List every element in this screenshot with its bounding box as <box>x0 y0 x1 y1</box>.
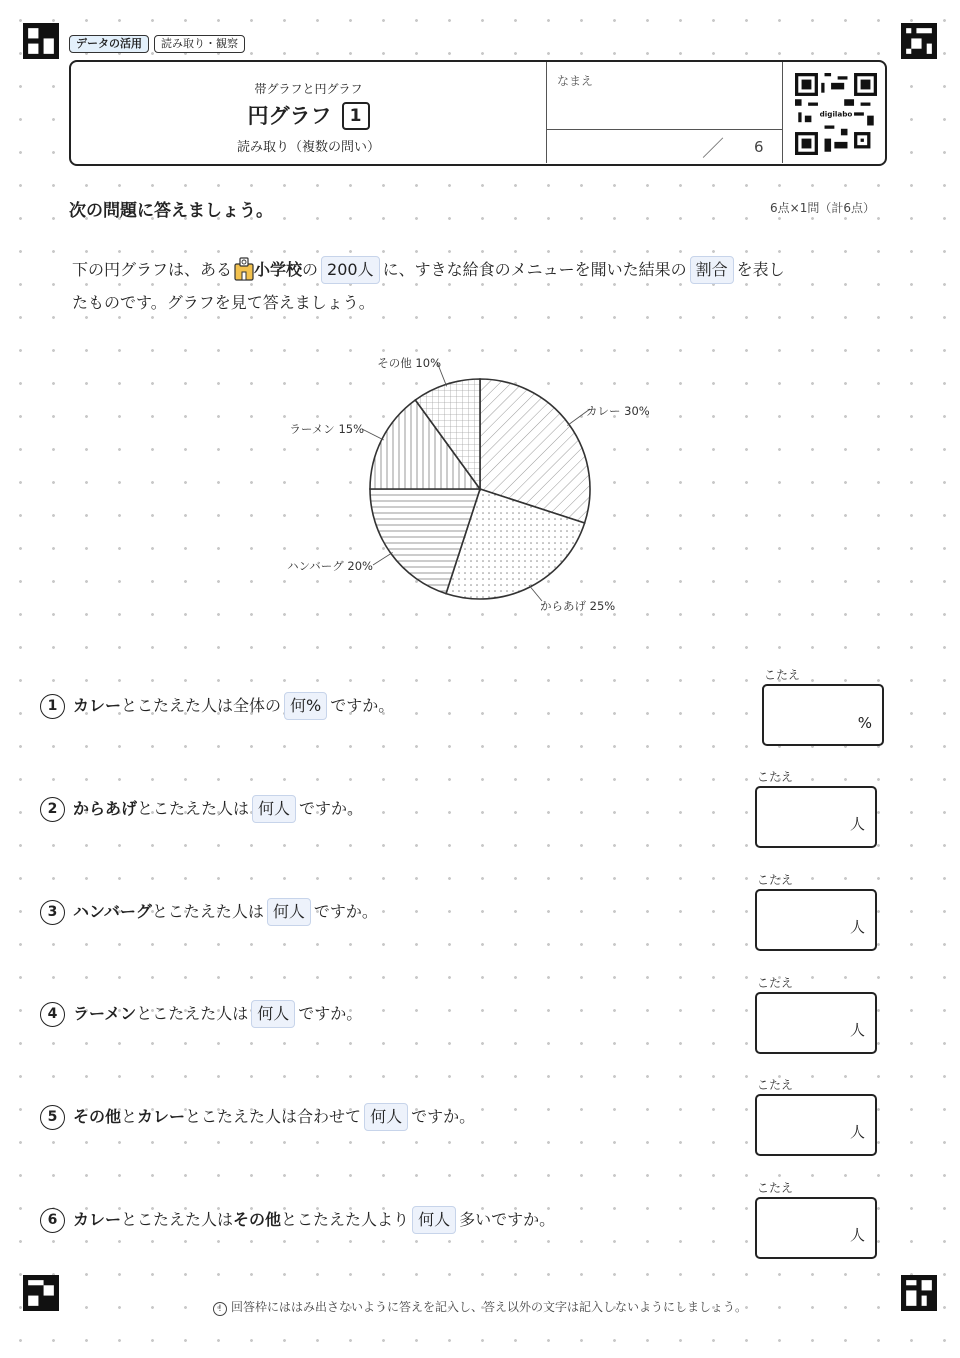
answer-label: こたえ <box>757 976 794 990</box>
intro-part-1: 下の円グラフは、ある <box>72 260 233 279</box>
question-tail: ですか。 <box>313 902 378 921</box>
page-title-text: 円グラフ <box>247 104 332 128</box>
pie-chart <box>0 0 960 660</box>
question-3 <box>40 898 378 926</box>
answer-unit: 人 <box>849 1226 865 1244</box>
question-text: とこたえた人は <box>137 799 250 818</box>
score-total: 6 <box>754 138 764 156</box>
answer-box-1[interactable] <box>762 684 884 746</box>
question-ask: 何% <box>284 692 327 720</box>
sheet-kind: 読み取り（複数の問い） <box>236 140 380 155</box>
question-tail: ですか。 <box>299 799 364 818</box>
question-ask: 何人 <box>412 1206 456 1234</box>
question-text: とこたえた人より <box>281 1210 410 1229</box>
intro-part-3: に、すきな給食のメニューを聞いた結果の <box>382 260 687 279</box>
question-text: とこたえた人は <box>121 1210 234 1229</box>
question-tail: ですか。 <box>330 696 395 715</box>
question-keyword: からあげ <box>73 799 138 818</box>
tag-category: データの活用 <box>69 35 149 53</box>
question-ask: 何人 <box>267 898 311 926</box>
answer-label: こたえ <box>764 668 801 682</box>
pie-label: ラーメン 15% <box>289 422 364 436</box>
answer-unit: 人 <box>849 815 865 833</box>
tag-skill: 読み取り・観察 <box>154 35 245 53</box>
info-icon: ! <box>213 1302 227 1316</box>
answer-unit: 人 <box>849 918 865 936</box>
points-info: 6点×1問（計6点） <box>770 201 875 215</box>
pie-label: ハンバーグ 20% <box>287 559 373 573</box>
question-keyword: カレー <box>73 696 122 715</box>
answer-box-5[interactable] <box>755 1094 877 1156</box>
question-number: 5 <box>40 1105 65 1130</box>
question-tail: 多いですか。 <box>459 1210 556 1229</box>
question-ask: 何人 <box>364 1103 408 1131</box>
pie-label: からあげ 25% <box>540 599 616 613</box>
instruction: 次の問題に答えましょう。 <box>69 201 273 221</box>
answer-box-2[interactable] <box>755 786 877 848</box>
pie-slices <box>370 379 590 599</box>
keyword-ratio: 割合 <box>690 256 734 284</box>
pie-leader-line <box>362 429 384 440</box>
footer-text: 回答枠にははみ出さないように答えを記入し、答え以外の文字は記入しないようにしましょう。 <box>230 1300 747 1314</box>
school-word: 小学校 <box>254 260 303 279</box>
sheet-number: 1 <box>342 102 370 130</box>
intro-part-2: の <box>302 260 319 279</box>
pie-label: その他 10% <box>377 356 441 370</box>
answer-unit: 人 <box>849 1123 865 1141</box>
question-text: とこたえた人は <box>151 902 264 921</box>
question-keyword: その他 <box>73 1107 122 1126</box>
question-ask: 何人 <box>252 795 296 823</box>
answer-label: こたえ <box>757 1078 794 1092</box>
question-keyword: ハンバーグ <box>73 902 152 921</box>
question-tail: ですか。 <box>411 1107 476 1126</box>
question-number: 4 <box>40 1002 65 1027</box>
question-text: とこたえた人は全体の <box>121 696 282 715</box>
answer-unit: 人 <box>849 1021 865 1039</box>
footer-note <box>0 1298 960 1316</box>
answer-box-6[interactable] <box>755 1197 877 1259</box>
answer-label: こたえ <box>757 873 794 887</box>
qr-brand-text: digilabo <box>819 109 853 119</box>
question-6 <box>40 1206 555 1234</box>
question-number: 3 <box>40 900 65 925</box>
answer-box-3[interactable] <box>755 889 877 951</box>
intro-part-4: を表し <box>736 260 785 279</box>
question-tail: ですか。 <box>298 1004 363 1023</box>
answer-label: こたえ <box>757 1181 794 1195</box>
question-keyword: カレー <box>137 1107 186 1126</box>
keyword-total-count: 200人 <box>321 256 380 284</box>
intro-part-5: たものです。グラフを見て答えましょう。 <box>72 293 375 312</box>
answer-label: こたえ <box>757 770 794 784</box>
question-text: と <box>121 1107 138 1126</box>
question-ask: 何人 <box>251 1000 295 1028</box>
question-text: とこたえた人は合わせて <box>185 1107 362 1126</box>
unit-subtitle: 帯グラフと円グラフ <box>254 82 363 96</box>
answer-unit: % <box>857 714 872 732</box>
question-4 <box>40 1000 362 1028</box>
pie-leader-line <box>373 552 393 565</box>
question-keyword: ラーメン <box>73 1004 137 1023</box>
question-keyword: その他 <box>233 1210 282 1229</box>
score-slash: ／ <box>702 137 725 162</box>
question-number: 6 <box>40 1208 65 1233</box>
question-keyword: カレー <box>73 1210 122 1229</box>
question-text: とこたえた人は <box>136 1004 249 1023</box>
question-number: 2 <box>40 797 65 822</box>
question-2 <box>40 795 363 823</box>
question-1 <box>40 692 394 720</box>
pie-label: カレー 30% <box>586 404 650 418</box>
question-5 <box>40 1103 475 1131</box>
name-label: なまえ <box>557 74 594 88</box>
answer-box-4[interactable] <box>755 992 877 1054</box>
question-number: 1 <box>40 694 65 719</box>
